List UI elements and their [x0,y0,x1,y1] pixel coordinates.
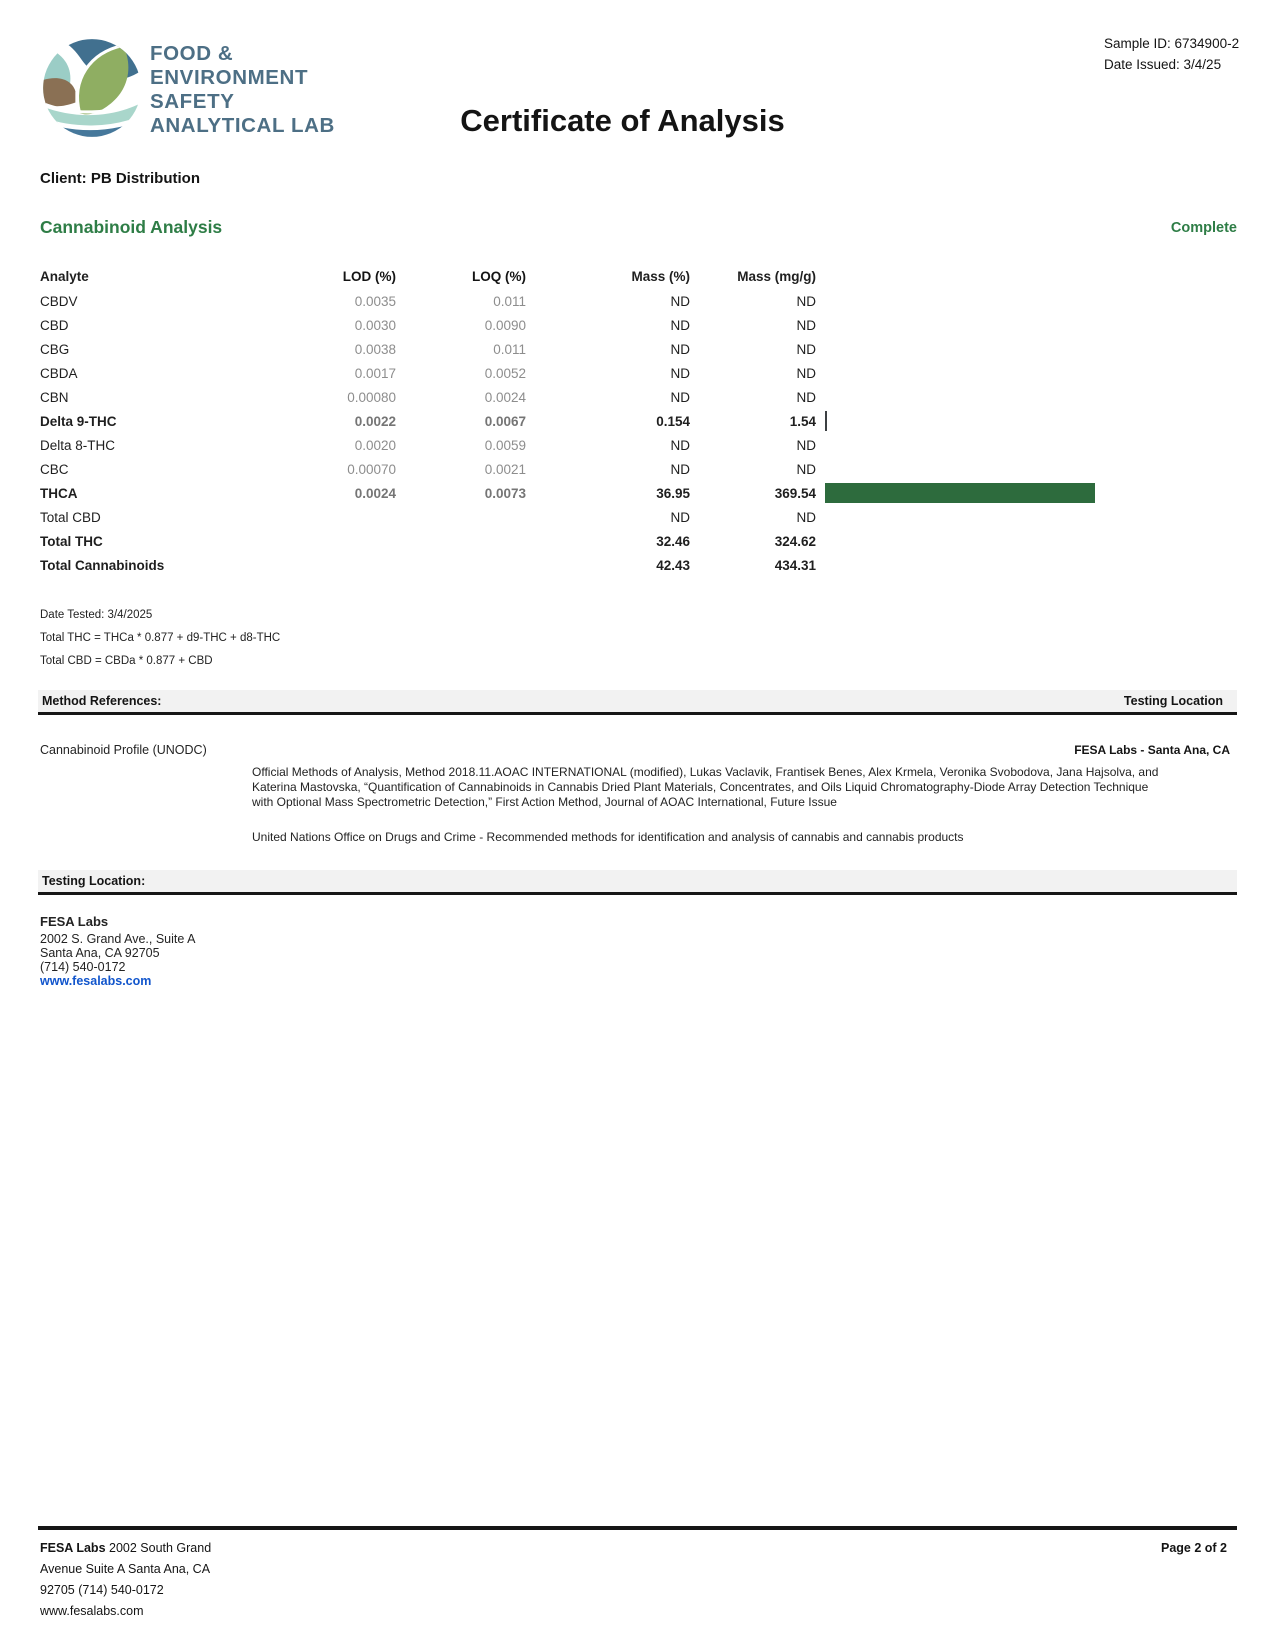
mass-bar [825,483,1095,503]
loq-cell: 0.0021 [484,461,526,477]
mass-cell: ND [670,461,690,477]
lod-cell: 0.0024 [354,485,396,501]
analyte-cell: CBC [40,461,69,477]
method-references-label: Method References: [42,694,162,708]
footer [40,1538,1237,1622]
lab-address-line1: 2002 S. Grand Ave., Suite A [40,932,196,946]
mgg-cell: ND [796,389,816,405]
loq-cell: 0.0052 [484,365,526,381]
analyte-cell: Delta 9-THC [40,413,117,429]
lod-cell: 0.0017 [354,365,396,381]
sample-meta [1104,33,1239,75]
section-header [38,217,1237,241]
document-title: Certificate of Analysis [460,103,785,138]
mass-cell: ND [670,341,690,357]
footer-line1 [40,1538,1237,1559]
lod-cell: 0.0030 [354,317,396,333]
loq-cell: 0.0059 [484,437,526,453]
loq-cell: 0.011 [493,293,526,309]
mass-cell: ND [670,293,690,309]
mass-cell: 42.43 [656,557,690,573]
mgg-cell: ND [796,509,816,525]
mgg-cell: ND [796,461,816,477]
mgg-cell: 1.54 [789,413,816,429]
analyte-cell: Total CBD [40,509,101,525]
mass-cell: 36.95 [656,485,690,501]
method-reference-citation: Official Methods of Analysis, Method 2018.11.AOAC INTERNATIONAL (modified), Lukas Vaclavik, Frantisek Benes, Alex Krmela, Veronika Svobodova, Jana Hajsolva, and Katerina Mastovska, “Quantification of Cannabinoids in Cannabis Dried Plant Materials, Concentrates, and Oils Liquid Chromatography-Diode Array Detection Technique with Optional Mass Spectrometric Detection,” First Action Method, Journal of AOAC International, Future Issue [252,765,1159,809]
table-body [38,289,1237,577]
loq-cell: 0.0067 [484,413,526,429]
lod-cell: 0.0038 [354,341,396,357]
lab-phone: (714) 540-0172 [40,960,126,974]
lab-name: FESA Labs [40,914,109,929]
page-number: Page 2 of 2 [1161,1541,1227,1555]
mgg-cell: 369.54 [774,485,816,501]
table-row-cbc [38,457,1237,481]
lod-cell: 0.0022 [354,413,396,429]
mgg-cell: 434.31 [774,557,816,573]
analyte-cell: CBG [40,341,70,357]
footer-line4: www.fesalabs.com [40,1604,144,1618]
wordmark-line: ENVIRONMENT [150,66,309,89]
footer-line3: 92705 (714) 540-0172 [40,1583,164,1597]
analyte-cell: CBN [40,389,69,405]
mgg-cell: ND [796,317,816,333]
table-row-delta-9-thc [38,409,1237,433]
loq-cell: 0.0073 [484,485,526,501]
loq-cell: 0.011 [493,341,526,357]
lod-cell: 0.0035 [354,293,396,309]
table-row-cbd [38,313,1237,337]
analyte-cell: CBDV [40,293,78,309]
method-references-bar [38,690,1237,715]
sample-id: Sample ID: 6734900-2 [1104,36,1240,51]
lab-address-block [40,915,195,988]
mgg-cell: ND [796,341,816,357]
mass-cell: 0.154 [656,413,690,429]
client-line: Client: PB Distribution [40,170,200,187]
wordmark-line: ANALYTICAL LAB [150,114,335,137]
mass-cell: ND [670,365,690,381]
table-row-total-cbd [38,505,1237,529]
wordmark-line: SAFETY [150,90,235,113]
date-issued: Date Issued: 3/4/25 [1104,57,1222,72]
section-title: Cannabinoid Analysis [40,217,223,237]
note-total-cbd-formula: Total CBD = CBDa * 0.877 + CBD [40,655,213,667]
mass-cell: ND [670,437,690,453]
table-row-delta-8-thc [38,433,1237,457]
cannabinoid-table [38,264,1237,577]
status-badge: Complete [1170,220,1237,236]
table-header-row [38,264,1237,289]
testing-location-label: Testing Location: [42,874,146,888]
mass-cell: ND [670,317,690,333]
table-row-total-cannabinoids [38,553,1237,577]
lab-website-link[interactable]: www.fesalabs.com [40,974,152,988]
loq-cell: 0.0090 [484,317,526,333]
note-total-thc-formula: Total THC = THCa * 0.877 + d9-THC + d8-THC [40,632,281,644]
table-row-cbdv [38,289,1237,313]
analyte-cell: Total THC [40,533,103,549]
lod-cell: 0.00070 [347,461,396,477]
footer-lab-name: FESA Labs [40,1541,106,1555]
mass-bar [825,411,827,431]
testing-location-bar [38,870,1237,895]
analyte-cell: Delta 8-THC [40,437,116,453]
mass-cell: ND [670,389,690,405]
mgg-cell: ND [796,365,816,381]
mass-cell: 32.46 [656,533,690,549]
table-row-cbn [38,385,1237,409]
table-row-thca [38,481,1237,505]
table-row-cbg [38,337,1237,361]
bar-cell [816,483,1237,503]
method-reference-unodc: United Nations Office on Drugs and Crime - Recommended methods for identification and analysis of cannabis and cannabis products [252,830,964,844]
note-date-tested: Date Tested: 3/4/2025 [40,609,153,621]
footer-address-part: 2002 South Grand [105,1541,212,1555]
analyte-cell: CBD [40,317,69,333]
col-lod: LOD (%) [342,269,396,284]
method-testing-location: FESA Labs - Santa Ana, CA [1074,743,1230,757]
lod-cell: 0.0020 [354,437,396,453]
table-row-total-thc [38,529,1237,553]
lab-address-line2: Santa Ana, CA 92705 [40,946,160,960]
col-loq: LOQ (%) [472,269,526,284]
analyte-cell: CBDA [40,365,78,381]
analyte-cell: THCA [40,485,78,501]
col-mass-pct: Mass (%) [631,269,690,284]
lod-cell: 0.00080 [347,389,396,405]
mgg-cell: ND [796,293,816,309]
wordmark-line: FOOD & [150,42,234,65]
footer-line2: Avenue Suite A Santa Ana, CA [40,1562,211,1576]
col-analyte: Analyte [40,269,89,284]
footer-rule [38,1526,1237,1530]
bar-cell [816,411,1237,431]
testing-location-column-label: Testing Location [1123,694,1223,708]
method-name: Cannabinoid Profile (UNODC) [40,743,207,757]
mgg-cell: ND [796,437,816,453]
analyte-cell: Total Cannabinoids [40,557,165,573]
loq-cell: 0.0024 [484,389,526,405]
table-notes [40,604,280,673]
table-row-cbda [38,361,1237,385]
mgg-cell: 324.62 [774,533,816,549]
mass-cell: ND [670,509,690,525]
col-mass-mgg: Mass (mg/g) [737,269,816,284]
